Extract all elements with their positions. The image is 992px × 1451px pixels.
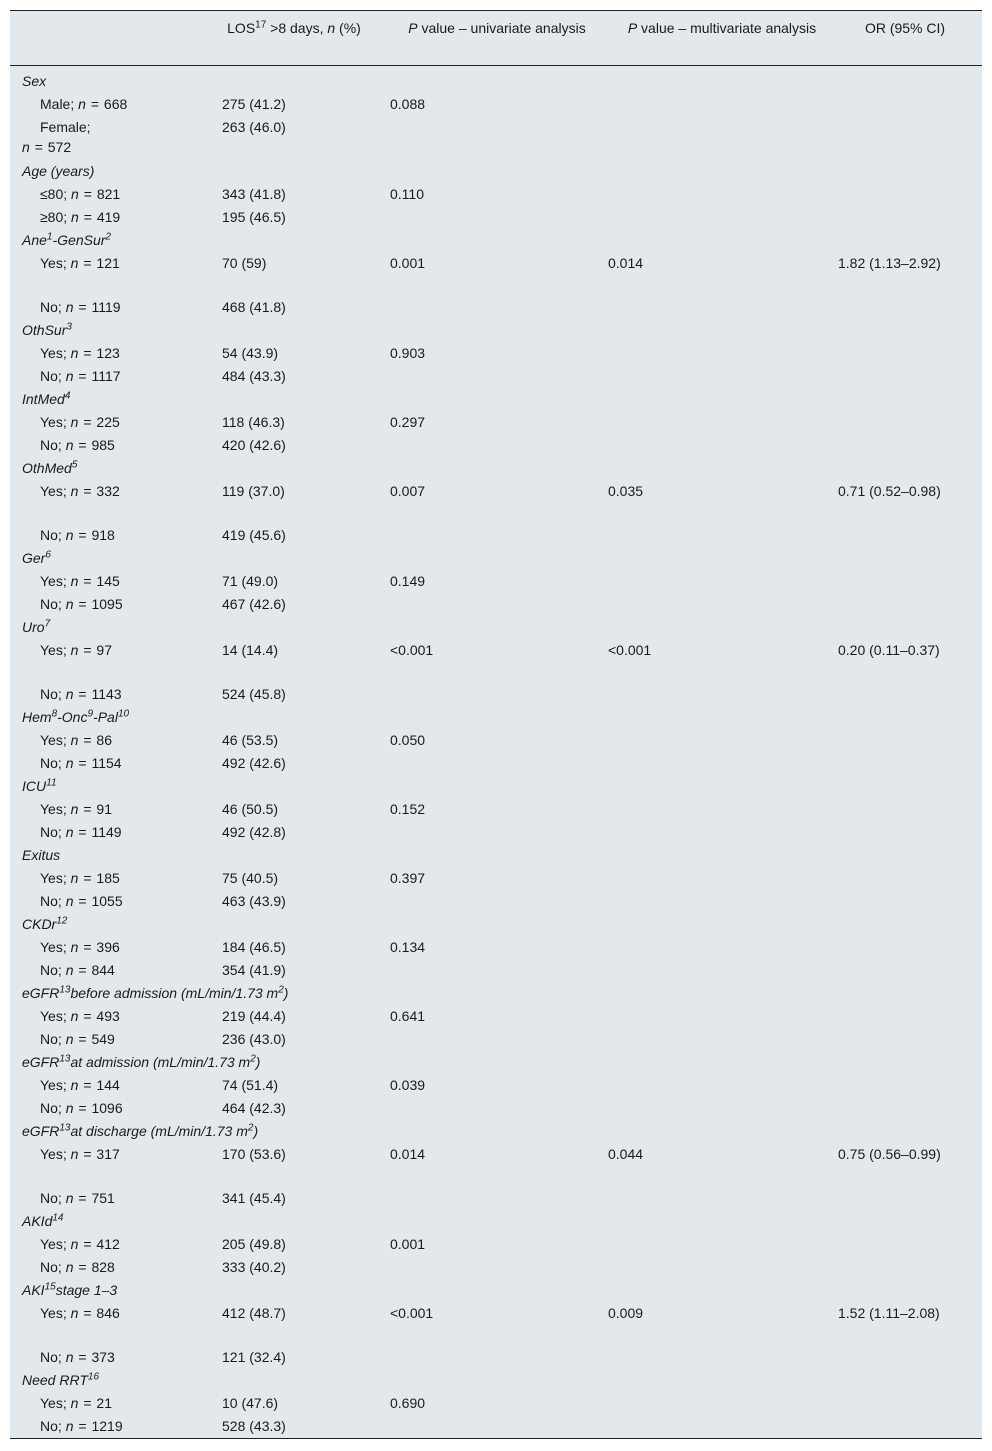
los-value: 170 (53.6) [222, 1146, 286, 1162]
los-value: 492 (42.8) [222, 824, 286, 840]
p-multivariate-value: 0.044 [608, 1146, 644, 1162]
table-row [10, 1004, 982, 1027]
header-or: OR (95% CI) [864, 20, 946, 36]
p-univariate-value: 0.641 [390, 1008, 426, 1024]
table-row [10, 1345, 982, 1368]
category-label: Sex [22, 73, 47, 89]
los-value: 70 (59) [222, 255, 267, 271]
table-row [10, 205, 982, 228]
row-label: Yes; n = 317 [40, 1146, 120, 1162]
p-univariate-value: 0.088 [390, 96, 426, 112]
category-label: ICU$^{11}$ [22, 777, 57, 794]
los-value: 333 (40.2) [222, 1259, 286, 1275]
row-label: Yes; n = 396 [40, 939, 120, 955]
los-value: 343 (41.8) [222, 186, 286, 202]
row-label: No; n = 918 [40, 527, 115, 543]
row-label: Male; n = 668 [40, 96, 128, 112]
los-value: 492 (42.6) [222, 755, 286, 771]
los-value: 236 (43.0) [222, 1031, 286, 1047]
row-label: No; n = 549 [40, 1031, 115, 1047]
los-value: 524 (45.8) [222, 686, 286, 702]
category-row [10, 912, 982, 935]
category-row [10, 1368, 982, 1391]
los-value: 74 (51.4) [222, 1077, 279, 1093]
table-row [10, 479, 982, 523]
or-value: 0.71 (0.52–0.98) [838, 483, 941, 499]
header-los: $LOS^{17} >8$ days, n (%) [227, 19, 361, 36]
row-label: Yes; n = 846 [40, 1305, 120, 1321]
row-label: Yes; n = 493 [40, 1008, 120, 1024]
row-label: No; n = 1095 [40, 596, 123, 612]
row-label: No; n = 1219 [40, 1418, 123, 1434]
category-label: Ger$^6$ [22, 549, 51, 566]
category-row [10, 387, 982, 410]
row-label: Yes; n = 225 [40, 414, 120, 430]
category-row [10, 1278, 982, 1301]
p-univariate-value: 0.152 [390, 801, 426, 817]
table-row [10, 1232, 982, 1255]
row-label: Yes; n = 123 [40, 345, 120, 361]
table-row [10, 797, 982, 820]
row-label: Yes; n = 332 [40, 483, 120, 499]
row-label: Yes; n = 91 [40, 801, 112, 817]
los-value: 263 (46.0) [222, 119, 286, 135]
table-row [10, 1414, 982, 1437]
table-row [10, 295, 982, 318]
p-univariate-value: 0.050 [390, 732, 426, 748]
category-label: Hem$^8$-Onc$^9$-Pal$^{10}$ [22, 708, 130, 725]
table-row [10, 569, 982, 592]
table-row [10, 1255, 982, 1278]
row-label: Yes; n = 145 [40, 573, 120, 589]
row-label: No; n = 373 [40, 1349, 115, 1365]
category-row [10, 228, 982, 251]
p-univariate-value: 0.110 [390, 186, 424, 202]
p-univariate-value: 0.149 [390, 573, 426, 589]
los-value: 10 (47.6) [222, 1395, 279, 1411]
category-label: IntMed$^4$ [22, 390, 71, 407]
row-label: No; n = 751 [40, 1190, 115, 1206]
row-label: ≥80; n = 419 [40, 209, 121, 225]
p-univariate-value: 0.001 [390, 1236, 426, 1252]
table-row [10, 433, 982, 456]
row-label: No; n = 1154 [40, 755, 122, 771]
table-row [10, 728, 982, 751]
los-value: 464 (42.3) [222, 1100, 286, 1116]
category-label: Exitus [22, 847, 61, 863]
or-value: 1.52 (1.11–2.08) [838, 1305, 940, 1321]
or-value: 0.75 (0.56–0.99) [838, 1146, 941, 1162]
table-row [10, 1096, 982, 1119]
row-label: ≤80; n = 821 [40, 186, 121, 202]
category-row [10, 981, 982, 1004]
row-label: No; n = 1149 [40, 824, 122, 840]
category-label: AKId$^{14}$ [22, 1212, 64, 1229]
category-row [10, 1209, 982, 1232]
table-row [10, 1391, 982, 1414]
table-row [10, 523, 982, 546]
los-value: 205 (49.8) [222, 1236, 286, 1252]
table-row [10, 638, 982, 682]
los-value: 412 (48.7) [222, 1305, 286, 1321]
category-label: OthSur$^3$ [22, 321, 72, 338]
row-label: Yes; n = 21 [40, 1395, 112, 1411]
table-row [10, 182, 982, 205]
category-row [10, 318, 982, 341]
table-row [10, 866, 982, 889]
los-value: 354 (41.9) [222, 962, 286, 978]
los-value: 46 (50.5) [222, 801, 279, 817]
header-p-multivariate: P value – multivariate analysis [627, 20, 817, 36]
category-label: Need RRT$^{16}$ [22, 1371, 100, 1388]
table-row [10, 592, 982, 615]
row-label: Yes; n = 86 [40, 732, 112, 748]
p-univariate-value: 0.134 [390, 939, 426, 955]
category-row [10, 615, 982, 638]
table-header [10, 11, 982, 66]
table-row [10, 1301, 982, 1345]
table-row [10, 1186, 982, 1209]
table-row [10, 935, 982, 958]
row-label: Yes; n = 412 [40, 1236, 120, 1252]
category-row [10, 546, 982, 569]
p-univariate-value: <0.001 [390, 642, 434, 658]
category-label: OthMed$^5$ [22, 459, 78, 476]
p-multivariate-value: 0.035 [608, 483, 644, 499]
category-row [10, 774, 982, 797]
category-row [10, 1050, 982, 1073]
p-multivariate-value: 0.014 [608, 255, 644, 271]
category-row [10, 1119, 982, 1142]
los-value: 195 (46.5) [222, 209, 286, 225]
los-value: 71 (49.0) [222, 573, 279, 589]
los-value: 468 (41.8) [222, 299, 286, 315]
table-row [10, 341, 982, 364]
or-value: 0.20 (0.11–0.37) [838, 642, 940, 658]
results-table [10, 10, 982, 1439]
category-label: Uro$^7$ [22, 618, 51, 635]
table-row [10, 1142, 982, 1186]
p-multivariate-value: 0.009 [608, 1305, 644, 1321]
p-univariate-value: 0.397 [390, 870, 426, 886]
row-label: Yes; n = 121 [40, 255, 120, 271]
category-label: Ane$^1$-GenSur$^2$ [22, 231, 111, 248]
category-row [10, 843, 982, 866]
category-row [10, 705, 982, 728]
row-label: Yes; n = 97 [40, 642, 112, 658]
table-row [10, 958, 982, 981]
table-row [10, 251, 982, 295]
row-label: No; n = 828 [40, 1259, 115, 1275]
p-univariate-value: 0.039 [390, 1077, 426, 1093]
row-label: No; n = 1055 [40, 893, 123, 909]
table-row [10, 682, 982, 705]
p-univariate-value: 0.903 [390, 345, 426, 361]
category-label: eGFR$^{13}$at discharge (mL/min/1.73 $m^2$) [22, 1122, 259, 1139]
category-label: CKDr$^{12}$ [22, 915, 68, 932]
category-label: eGFR$^{13}$at admission (mL/min/1.73 $m^2$) [22, 1053, 261, 1070]
p-univariate-value: 0.690 [390, 1395, 426, 1411]
los-value: 484 (43.3) [222, 368, 286, 384]
category-row [10, 69, 982, 92]
los-value: 121 (32.4) [222, 1349, 286, 1365]
p-univariate-value: 0.014 [390, 1146, 426, 1162]
table-row [10, 1027, 982, 1050]
row-label: No; n = 844 [40, 962, 115, 978]
table-body [10, 66, 982, 1437]
table-row [10, 92, 982, 115]
p-univariate-value: 0.001 [390, 255, 426, 271]
or-value: 1.82 (1.13–2.92) [838, 255, 941, 271]
los-value: 14 (14.4) [222, 642, 279, 658]
los-value: 420 (42.6) [222, 437, 286, 453]
los-value: 184 (46.5) [222, 939, 286, 955]
row-label: No; n = 1119 [40, 299, 121, 315]
row-label: No; n = 985 [40, 437, 115, 453]
los-value: 119 (37.0) [222, 483, 285, 499]
category-label: Age (years) [22, 163, 95, 179]
table-row [10, 1073, 982, 1096]
table-row [10, 115, 982, 159]
los-value: 54 (43.9) [222, 345, 279, 361]
p-univariate-value: <0.001 [390, 1305, 434, 1321]
los-value: 419 (45.6) [222, 527, 286, 543]
los-value: 275 (41.2) [222, 96, 286, 112]
los-value: 467 (42.6) [222, 596, 286, 612]
p-univariate-value: 0.297 [390, 414, 426, 430]
row-label: No; n = 1117 [40, 368, 121, 384]
los-value: 46 (53.5) [222, 732, 279, 748]
p-univariate-value: 0.007 [390, 483, 426, 499]
table-row [10, 820, 982, 843]
row-label: No; n = 1143 [40, 686, 122, 702]
los-value: 463 (43.9) [222, 893, 286, 909]
table-row [10, 364, 982, 387]
table-row [10, 751, 982, 774]
row-label: Yes; n = 185 [40, 870, 120, 886]
category-row [10, 456, 982, 479]
category-label: AKI$^{15}$stage 1–3 [22, 1281, 118, 1298]
los-value: 528 (43.3) [222, 1418, 286, 1434]
p-multivariate-value: <0.001 [608, 642, 652, 658]
category-row [10, 159, 982, 182]
los-value: 219 (44.4) [222, 1008, 286, 1024]
los-value: 118 (46.3) [222, 414, 285, 430]
row-label: Female; n = 572 [22, 119, 91, 155]
category-label: eGFR$^{13}$before admission (mL/min/1.73 $m^2$) [22, 984, 289, 1001]
header-p-univariate: P value – univariate analysis [408, 20, 586, 36]
table-row [10, 410, 982, 433]
row-label: Yes; n = 144 [40, 1077, 120, 1093]
table-row [10, 889, 982, 912]
los-value: 75 (40.5) [222, 870, 279, 886]
row-label: No; n = 1096 [40, 1100, 123, 1116]
los-value: 341 (45.4) [222, 1190, 286, 1206]
